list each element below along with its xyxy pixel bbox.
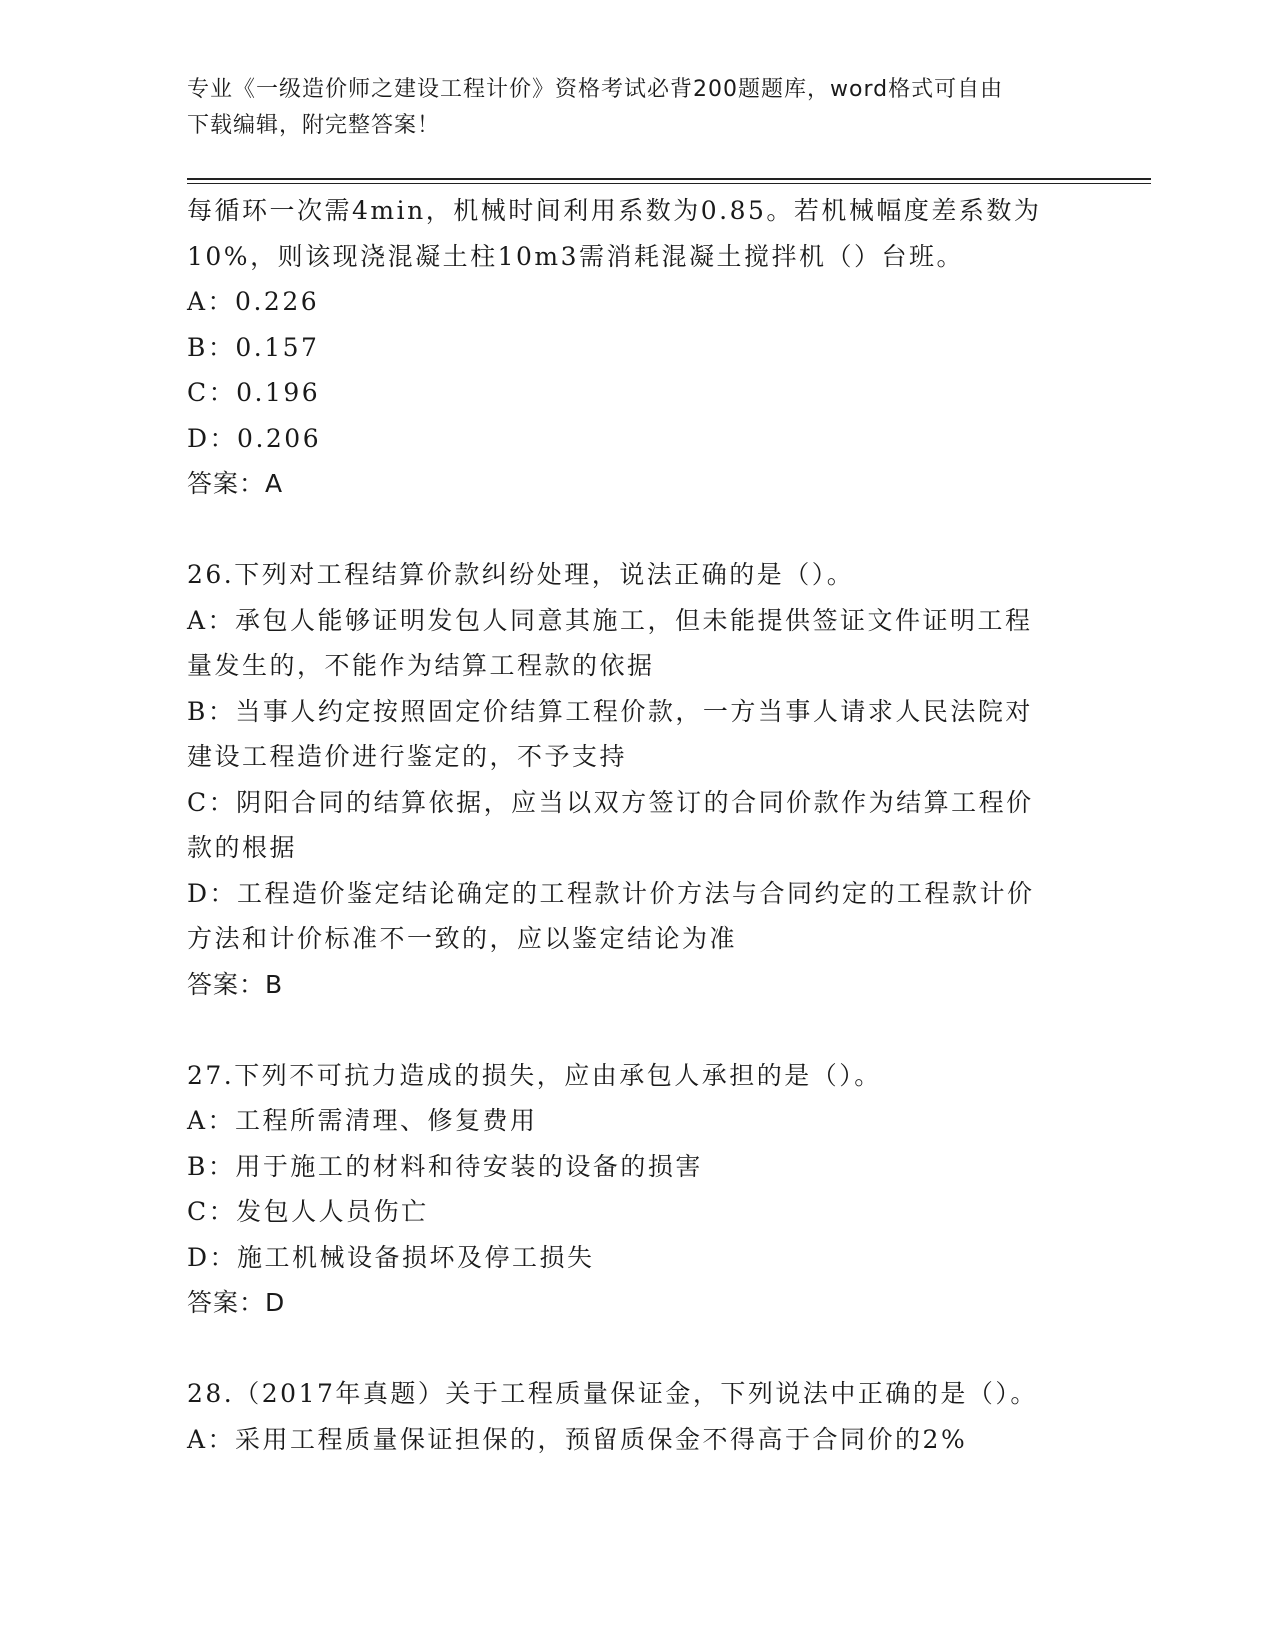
option-a-line-2: 量发生的，不能作为结算工程款的依据 bbox=[187, 651, 655, 680]
question-stem: 27.下列不可抗力造成的损失，应由承包人承担的是（）。 bbox=[187, 1060, 882, 1090]
header-rule-thick bbox=[187, 178, 1151, 180]
question-stem-line: 10%，则该现浇混凝土柱10m3需消耗混凝土搅拌机（）台班。 bbox=[187, 241, 964, 271]
option-a-line-1: A：承包人能够证明发包人同意其施工，但未能提供签证文件证明工程 bbox=[187, 605, 1033, 635]
answer-line: 答案：B bbox=[187, 969, 284, 999]
spacer bbox=[187, 1326, 1087, 1372]
option-a: A：工程所需清理、修复费用 bbox=[187, 1106, 538, 1135]
question-28 bbox=[187, 1371, 1087, 1462]
question-content bbox=[187, 188, 1087, 1462]
spacer bbox=[187, 1007, 1087, 1053]
header-rule-thin bbox=[187, 183, 1151, 184]
option-b: B：0.157 bbox=[187, 332, 320, 362]
header-line-2: 下载编辑，附完整答案！ bbox=[187, 113, 441, 138]
option-b-line-1: B：当事人约定按照固定价结算工程价款，一方当事人请求人民法院对 bbox=[187, 696, 1033, 726]
header-line-1: 专业《一级造价师之建设工程计价》资格考试必背200题题库，word格式可自由 bbox=[187, 77, 1004, 102]
question-25 bbox=[187, 188, 1087, 507]
option-c-line-2: 款的根据 bbox=[187, 833, 298, 862]
question-26 bbox=[187, 552, 1087, 1007]
answer-line: 答案：A bbox=[187, 469, 284, 498]
question-27 bbox=[187, 1053, 1087, 1326]
question-stem: 28.（2017年真题）关于工程质量保证金，下列说法中正确的是（）。 bbox=[187, 1379, 1038, 1408]
option-c: C：发包人人员伤亡 bbox=[187, 1197, 429, 1226]
option-c: C：0.196 bbox=[187, 378, 321, 407]
question-stem: 26.下列对工程结算价款纠纷处理，说法正确的是（）。 bbox=[187, 560, 855, 589]
option-c-line-1: C：阴阳合同的结算依据，应当以双方签订的合同价款作为结算工程价 bbox=[187, 787, 1034, 817]
document-header bbox=[187, 72, 1067, 144]
spacer bbox=[187, 507, 1087, 553]
answer-line: 答案：D bbox=[187, 1288, 286, 1317]
option-b: B：用于施工的材料和待安装的设备的损害 bbox=[187, 1151, 703, 1181]
option-d: D：施工机械设备损坏及停工损失 bbox=[187, 1242, 595, 1272]
option-d: D：0.206 bbox=[187, 423, 322, 453]
option-a: A：0.226 bbox=[187, 287, 320, 316]
option-d-line-2: 方法和计价标准不一致的，应以鉴定结论为准 bbox=[187, 924, 738, 953]
option-a: A：采用工程质量保证担保的，预留质保金不得高于合同价的2% bbox=[187, 1424, 968, 1454]
question-stem-line: 每循环一次需4min，机械时间利用系数为0.85。若机械幅度差系数为 bbox=[187, 196, 1042, 225]
option-d-line-1: D：工程造价鉴定结论确定的工程款计价方法与合同约定的工程款计价 bbox=[187, 878, 1035, 908]
option-b-line-2: 建设工程造价进行鉴定的，不予支持 bbox=[187, 742, 628, 771]
